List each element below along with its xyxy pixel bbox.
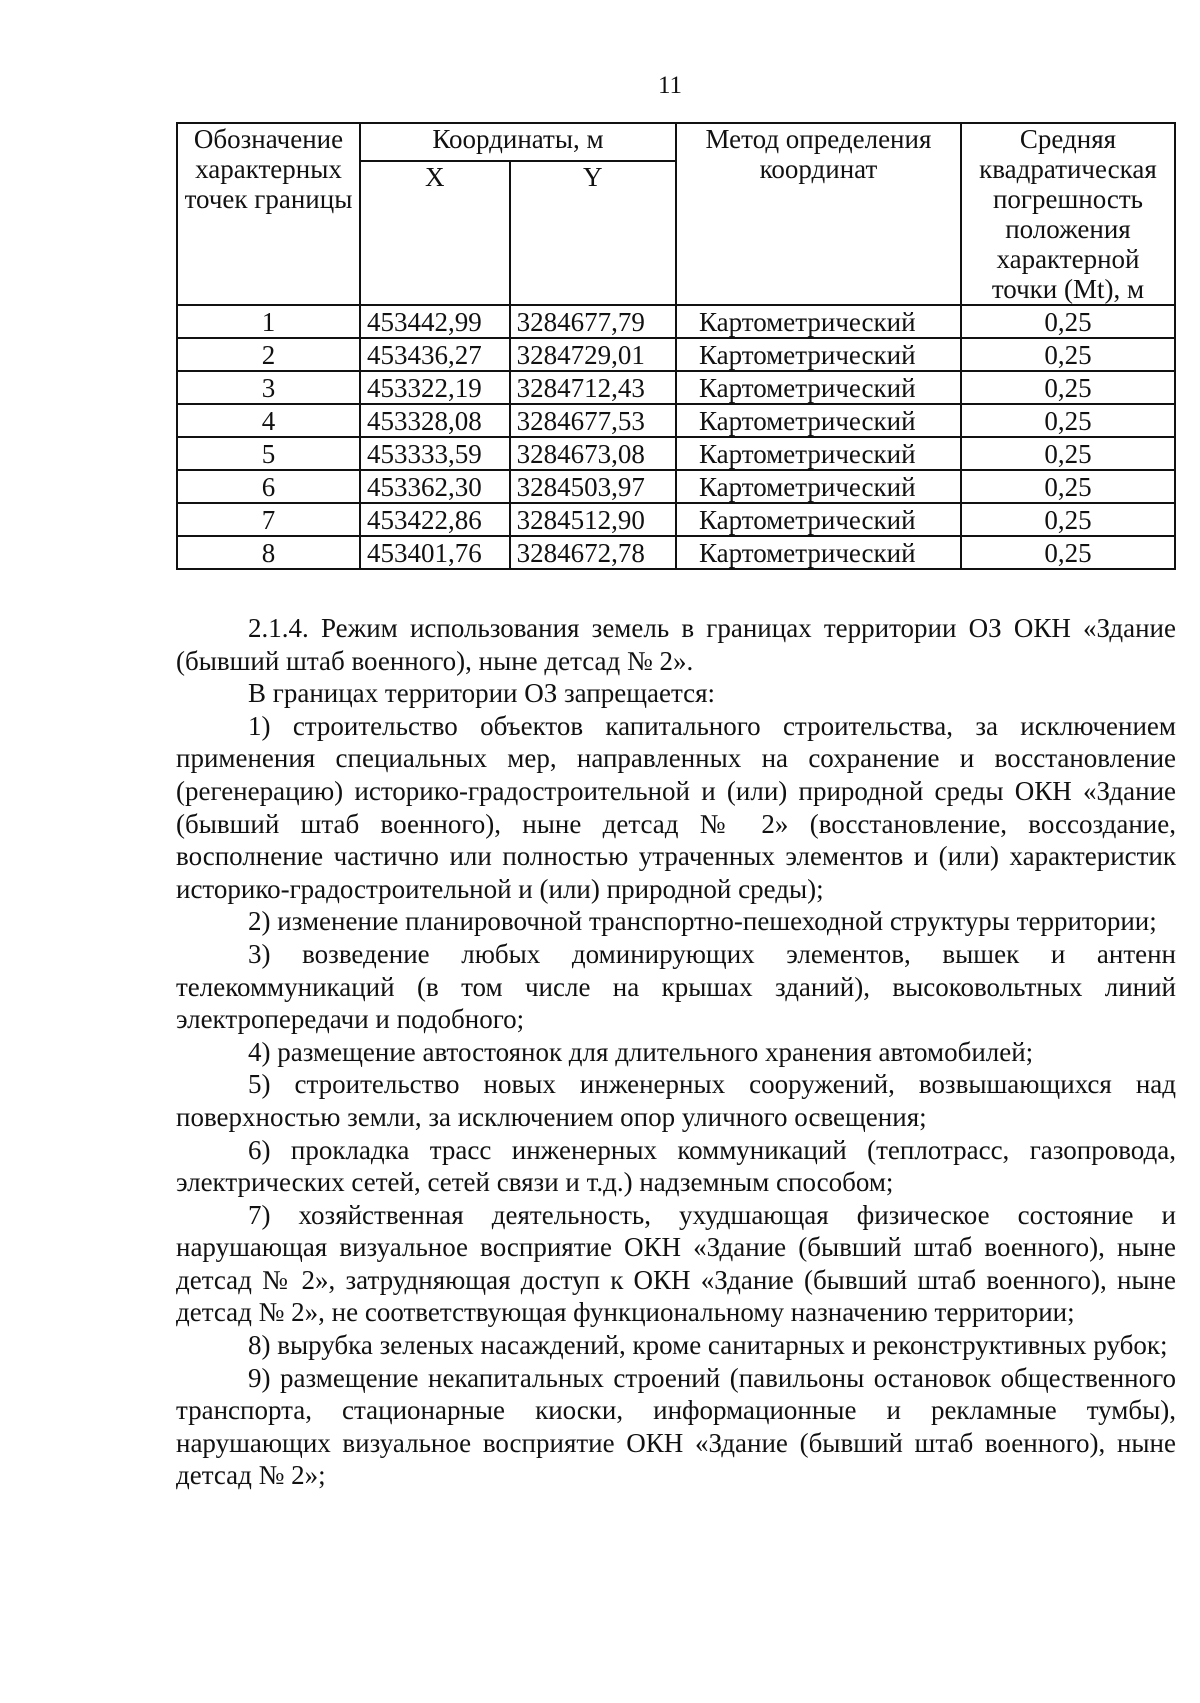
cell-method: Картометрический: [676, 536, 961, 569]
table-row: [177, 371, 1175, 404]
header-error: Средняя квадратическая погрешность положения характерной точки (Mt), м: [961, 123, 1175, 305]
table-row: [177, 404, 1175, 437]
cell-mt: 0,25: [961, 404, 1175, 437]
cell-y: 3284673,08: [510, 437, 676, 470]
cell-y: 3284672,78: [510, 536, 676, 569]
list-item: 2) изменение планировочной транспортно-пешеходной структуры территории;: [248, 906, 1157, 937]
cell-method: Картометрический: [676, 305, 961, 338]
cell-mt: 0,25: [961, 536, 1175, 569]
header-coordinates: Координаты, м: [360, 123, 676, 161]
coordinates-table: [176, 122, 1176, 570]
section-heading: 2.1.4. Режим использования земель в границах территории ОЗ ОКН «Здание (бывший штаб военного), ныне детсад № 2».: [176, 613, 1176, 676]
header-y: Y: [510, 161, 676, 305]
table-row: [177, 470, 1175, 503]
cell-method: Картометрический: [676, 338, 961, 371]
cell-mt: 0,25: [961, 371, 1175, 404]
cell-point-number: 4: [177, 404, 360, 437]
cell-y: 3284712,43: [510, 371, 676, 404]
header-designation: Обозначение характерных точек границы: [177, 123, 360, 305]
cell-point-number: 8: [177, 536, 360, 569]
table-row: [177, 437, 1175, 470]
cell-y: 3284677,79: [510, 305, 676, 338]
table-row: [177, 536, 1175, 569]
table-row: [177, 338, 1175, 371]
list-item: 1) строительство объектов капитального строительства, за исключением применения специальных мер, направленных на сохранение и восстановление (регенерацию) историко-градостроительной и (или) природной среды ОКН «Здание (бывший штаб военного), ныне детсад № 2» (восстановление, воссоздание, восполнение частично или полностью утраченных элементов и (или) характеристик историко-градостроительной и (или) природной среды);: [176, 710, 1176, 904]
cell-method: Картометрический: [676, 470, 961, 503]
list-item: 8) вырубка зеленых насаждений, кроме санитарных и реконструктивных рубок;: [248, 1330, 1168, 1361]
cell-point-number: 1: [177, 305, 360, 338]
cell-mt: 0,25: [961, 503, 1175, 536]
cell-point-number: 3: [177, 371, 360, 404]
cell-x: 453362,30: [360, 470, 510, 503]
cell-y: 3284729,01: [510, 338, 676, 371]
cell-x: 453328,08: [360, 404, 510, 437]
header-method: Метод определения координат: [676, 123, 961, 305]
table-header-row: [177, 123, 1175, 161]
header-x: X: [360, 161, 510, 305]
list-item: 6) прокладка трасс инженерных коммуникаций (теплотрасс, газопровода, электрических сетей, сетей связи и т.д.) надземным способом;: [176, 1134, 1176, 1198]
table-row: [177, 305, 1175, 338]
cell-x: 453422,86: [360, 503, 510, 536]
list-item: 3) возведение любых доминирующих элементов, вышек и антенн телекоммуникаций (в том числе на крышах зданий), высоковольтных линий электропередачи и подобного;: [176, 938, 1176, 1035]
cell-mt: 0,25: [961, 338, 1175, 371]
cell-mt: 0,25: [961, 470, 1175, 503]
cell-x: 453333,59: [360, 437, 510, 470]
cell-point-number: 6: [177, 470, 360, 503]
cell-x: 453436,27: [360, 338, 510, 371]
list-item: 4) размещение автостоянок для длительного хранения автомобилей;: [248, 1036, 1034, 1067]
cell-method: Картометрический: [676, 404, 961, 437]
cell-point-number: 2: [177, 338, 360, 371]
cell-mt: 0,25: [961, 305, 1175, 338]
cell-y: 3284512,90: [510, 503, 676, 536]
cell-method: Картометрический: [676, 371, 961, 404]
table-row: [177, 503, 1175, 536]
cell-x: 453322,19: [360, 371, 510, 404]
list-item: 9) размещение некапитальных строений (павильоны остановок общественного транспорта, стационарные киоски, информационные и рекламные тумбы), нарушающих визуальное восприятие ОКН «Здание (бывший штаб военного), ныне детсад № 2»;: [176, 1362, 1176, 1491]
cell-method: Картометрический: [676, 437, 961, 470]
cell-point-number: 5: [177, 437, 360, 470]
cell-point-number: 7: [177, 503, 360, 536]
list-item: 5) строительство новых инженерных сооружений, возвышающихся над поверхностью земли, за исключением опор уличного освещения;: [176, 1069, 1176, 1132]
page-number: 11: [657, 72, 683, 99]
cell-mt: 0,25: [961, 437, 1175, 470]
cell-method: Картометрический: [676, 503, 961, 536]
body-text: [176, 612, 1176, 1492]
cell-x: 453401,76: [360, 536, 510, 569]
cell-y: 3284503,97: [510, 470, 676, 503]
cell-y: 3284677,53: [510, 404, 676, 437]
cell-x: 453442,99: [360, 305, 510, 338]
paragraph: В границах территории ОЗ запрещается:: [248, 678, 716, 709]
list-item: 7) хозяйственная деятельность, ухудшающая физическое состояние и нарушающая визуальное восприятие ОКН «Здание (бывший штаб военного), ныне детсад № 2», затрудняющая доступ к ОКН «Здание (бывший штаб военного), ныне детсад № 2», не соответствующая функциональному назначению территории;: [176, 1199, 1176, 1328]
